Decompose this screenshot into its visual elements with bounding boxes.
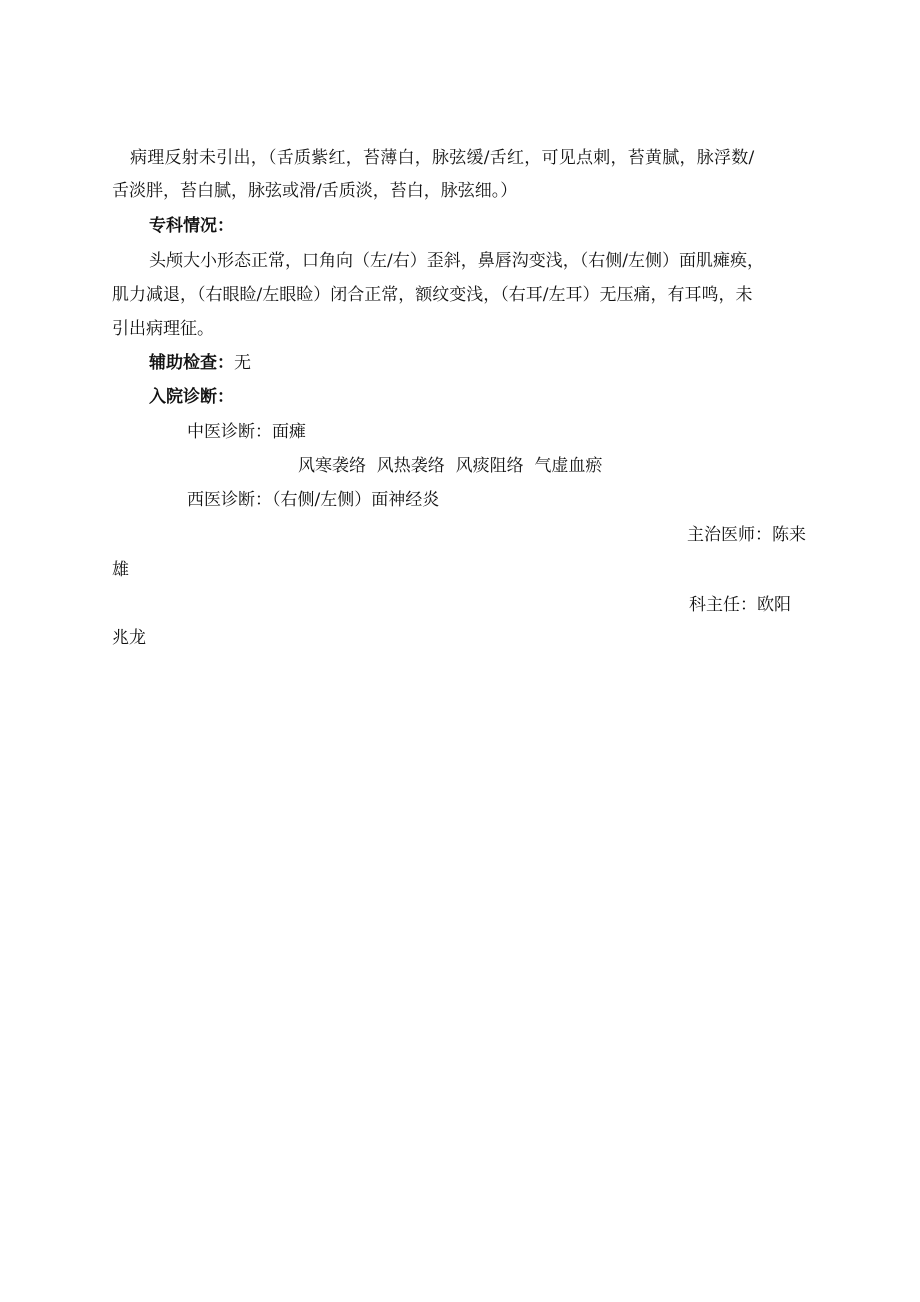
attending-physician-line xyxy=(687,525,806,545)
attending-physician-label: 主治医师： xyxy=(687,525,772,545)
admission-diagnosis-heading: 入院诊断： xyxy=(149,387,234,407)
western-diagnosis-label: 西医诊断： xyxy=(187,490,272,510)
attending-physician-name-part1: 陈来 xyxy=(772,525,806,545)
aux-exam-line xyxy=(149,353,251,373)
tcm-diagnosis-label: 中医诊断： xyxy=(187,422,272,442)
special-heading: 专科情况： xyxy=(149,216,234,236)
pathology-line-1: 病理反射未引出，（舌质紫红，苔薄白，脉弦缓/舌红，可见点刺，苔黄腻，脉浮数/ xyxy=(130,148,755,168)
tcm-syndrome-types: 风寒袭络 风热袭络 风痰阻络 气虚血瘀 xyxy=(298,456,603,476)
western-diagnosis-line xyxy=(187,490,439,510)
special-line-1: 头颅大小形态正常，口角向（左/右）歪斜，鼻唇沟变浅，（右侧/左侧）面肌瘫痪， xyxy=(149,251,764,271)
western-diagnosis-value: （右侧/左侧）面神经炎 xyxy=(272,490,440,510)
tcm-diagnosis-value: 面瘫 xyxy=(272,422,306,442)
special-line-2: 肌力减退，（右眼睑/左眼睑）闭合正常，额纹变浅，（右耳/左耳）无压痛，有耳鸣，未 xyxy=(112,285,753,305)
pathology-line-2: 舌淡胖，苔白腻，脉弦或滑/舌质淡，苔白，脉弦细。） xyxy=(112,181,518,201)
tcm-diagnosis-line xyxy=(187,422,306,442)
special-line-3: 引出病理征。 xyxy=(112,319,214,339)
department-director-name-part1: 欧阳 xyxy=(757,595,791,615)
aux-exam-label: 辅助检查： xyxy=(149,353,234,373)
aux-exam-value: 无 xyxy=(234,353,251,373)
department-director-name-part2: 兆龙 xyxy=(112,628,146,648)
department-director-label: 科主任： xyxy=(689,595,757,615)
attending-physician-name-part2: 雄 xyxy=(112,560,129,580)
department-director-line xyxy=(689,595,791,615)
